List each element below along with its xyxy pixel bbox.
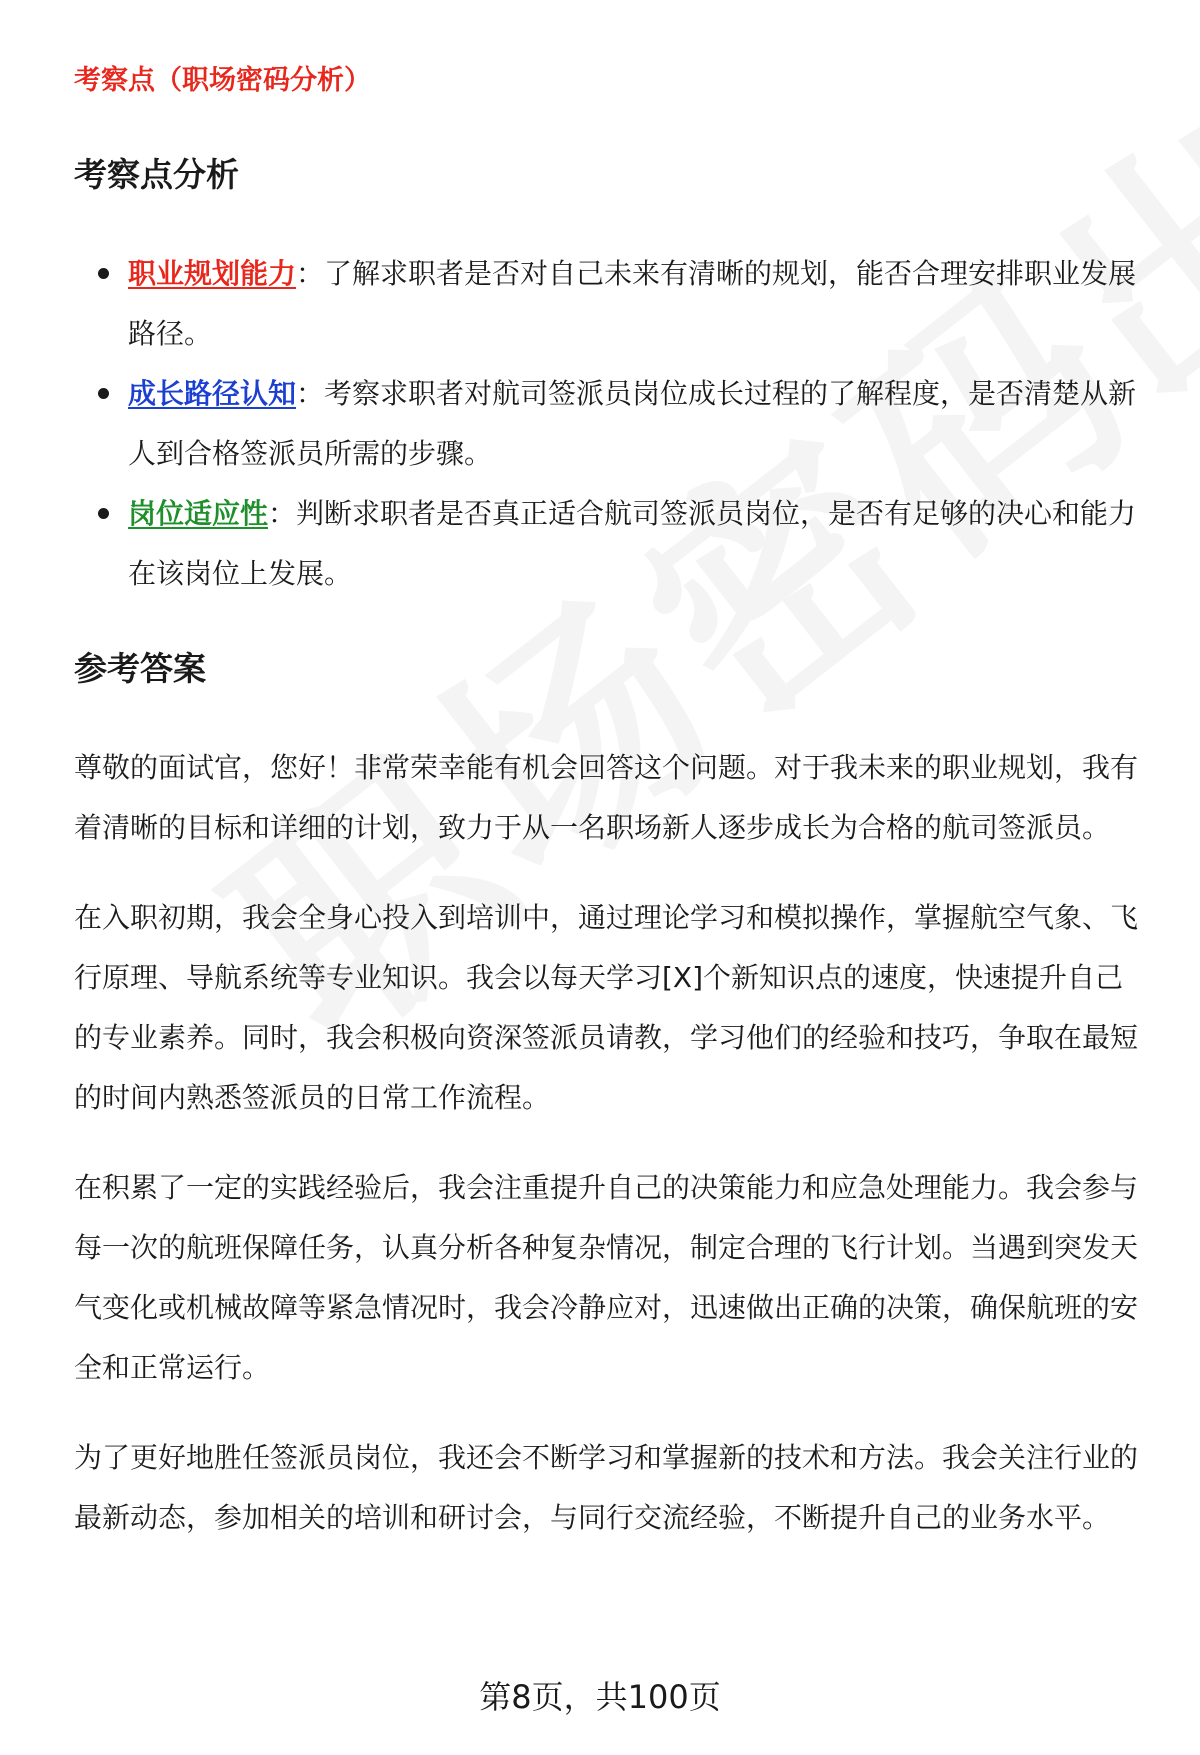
answer-paragraph: 为了更好地胜任签派员岗位，我还会不断学习和掌握新的技术和方法。我会关注行业的最新动态，参加相关的培训和研讨会，与同行交流经验，不断提升自己的业务水平。	[74, 1441, 1139, 1534]
page-content	[74, 56, 1140, 1548]
analysis-list	[74, 244, 1140, 604]
term-separator: ：	[268, 497, 297, 530]
list-item	[74, 484, 1140, 604]
section-title-analysis: 考察点分析	[74, 155, 239, 194]
bullet-icon	[98, 268, 109, 279]
answer-paragraph: 在积累了一定的实践经验后，我会注重提升自己的决策能力和应急处理能力。我会参与每一次的航班保障任务，认真分析各种复杂情况，制定合理的飞行计划。当遇到突发天气变化或机械故障等紧急情况时，我会冷静应对，迅速做出正确的决策，确保航班的安全和正常运行。	[74, 1171, 1139, 1384]
bullet-icon	[98, 508, 109, 519]
list-item	[74, 364, 1140, 484]
term-separator: ：	[296, 377, 325, 410]
answer-paragraph: 在入职初期，我会全身心投入到培训中，通过理论学习和模拟操作，掌握航空气象、飞行原理、导航系统等专业知识。我会以每天学习[X]个新知识点的速度，快速提升自己的专业素养。同时，我会积极向资深签派员请教，学习他们的经验和技巧，争取在最短的时间内熟悉签派员的日常工作流程。	[74, 901, 1139, 1114]
item-description: 判断求职者是否真正适合航司签派员岗位，是否有足够的决心和能力在该岗位上发展。	[128, 497, 1137, 590]
answer-paragraph: 尊敬的面试官，您好！非常荣幸能有机会回答这个问题。对于我未来的职业规划，我有着清晰的目标和详细的计划，致力于从一名职场新人逐步成长为合格的航司签派员。	[74, 751, 1139, 844]
list-item	[74, 244, 1140, 364]
section-title-answer: 参考答案	[74, 649, 206, 688]
page-number: 第8页，共100页	[479, 1678, 721, 1716]
term-career-planning: 职业规划能力	[128, 257, 297, 290]
item-description: 考察求职者对航司签派员岗位成长过程的了解程度，是否清楚从新人到合格签派员所需的步骤。	[128, 377, 1137, 470]
item-description: 了解求职者是否对自己未来有清晰的规划，能否合理安排职业发展路径。	[128, 257, 1137, 350]
term-growth-path: 成长路径认知	[128, 377, 297, 410]
term-job-fit: 岗位适应性	[128, 497, 269, 530]
term-separator: ：	[296, 257, 325, 290]
kicker-title: 考察点（职场密码分析）	[74, 65, 371, 96]
bullet-icon	[98, 388, 109, 399]
